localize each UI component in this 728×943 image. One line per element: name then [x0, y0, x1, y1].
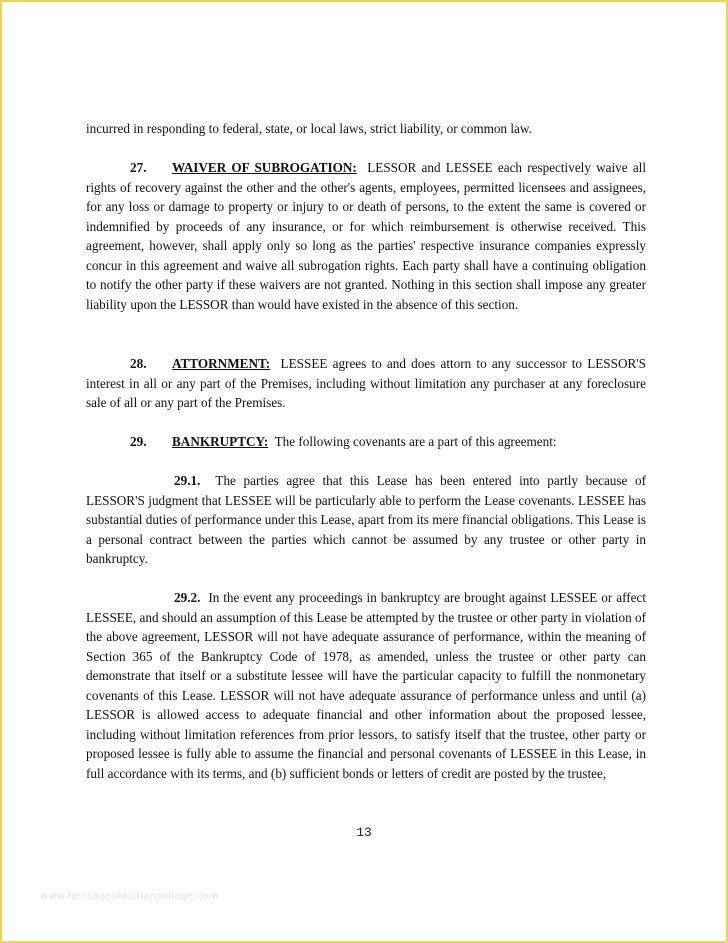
- subsection-29-2-paragraph: [86, 588, 646, 783]
- section-29-paragraph: [86, 432, 646, 452]
- section-body: LESSOR and LESSEE each respectively waive all rights of recovery against the other and the other's agents, employees, permitted licensees and assignees, for any loss or damage to property or injury to or death of persons, to the extent the same is covered or indemnified by proceeds of any insurance, or for which reimbursement is otherwise received. This agreement, however, shall apply only so long as the parties' respective insurance companies expressly concur in this agreement and waive all subrogation rights. Each party shall have a continuing obligation to notify the other party if these waivers are not granted. Nothing in this section shall impose any greater liability upon the LESSOR than would have existed in the absence of this section.: [86, 160, 647, 312]
- section-number: 29.: [130, 434, 147, 449]
- subsection-number: 29.2.: [174, 590, 201, 605]
- carry-over-paragraph: incurred in responding to federal, state, or local laws, strict liability, or common law.: [86, 121, 532, 136]
- section-body: The following covenants are a part of this agreement:: [274, 434, 557, 449]
- page-number: 13: [356, 825, 372, 840]
- subsection-body: In the event any proceedings in bankruptcy are brought against LESSEE or affect LESSEE, and should an assumption of this Lease be attempted by the trustee or other party in violation of the above agreement, LESSOR will not have adequate assurance of performance, within the meaning of Section 365 of the Bankruptcy Code of 1978, as amended, unless the trustee or other party can demonstrate that itself or a substitute lessee will have the particular capacity to fulfill the nonmonetary covenants of this Lease. LESSOR will not have adequate assurance of performance unless and until (a) LESSOR is allowed access to adequate financial and other information about the proposed lessee, including without limitation references from prior lessors, to satisfy itself that the trustee, other party or proposed lessee is fully able to assume the financial and personal covenants of LESSEE in this Lease, in full accordance with its terms, and (b) sufficient bonds or letters of credit are posted by the trustee,: [86, 590, 646, 781]
- section-body: LESSEE agrees to and does attorn to any successor to LESSOR'S interest in all or any part of the Premises, including without limitation any purchaser at any foreclosure sale of all or any part of the Premises.: [86, 356, 647, 411]
- section-title: WAIVER OF SUBROGATION:: [172, 160, 357, 175]
- section-number: 27.: [130, 160, 147, 175]
- section-number: 28.: [130, 356, 147, 371]
- watermark: www.heritagechristiancollege.com: [40, 891, 219, 902]
- subsection-body: The parties agree that this Lease has been entered into partly because of LESSOR'S judgment that LESSEE will be particularly able to perform the Lease covenants. LESSEE has substantial duties of performance under this Lease, apart from its mere financial obligations. This Lease is a personal contract between the parties which cannot be assumed by any trustee or other party in bankruptcy.: [86, 473, 647, 567]
- section-28-paragraph: [86, 354, 646, 413]
- section-title: BANKRUPTCY:: [172, 434, 269, 449]
- section-title: ATTORNMENT:: [172, 356, 271, 371]
- subsection-number: 29.1.: [174, 473, 201, 488]
- subsection-29-1-paragraph: [86, 471, 646, 569]
- section-27-paragraph: [86, 158, 646, 314]
